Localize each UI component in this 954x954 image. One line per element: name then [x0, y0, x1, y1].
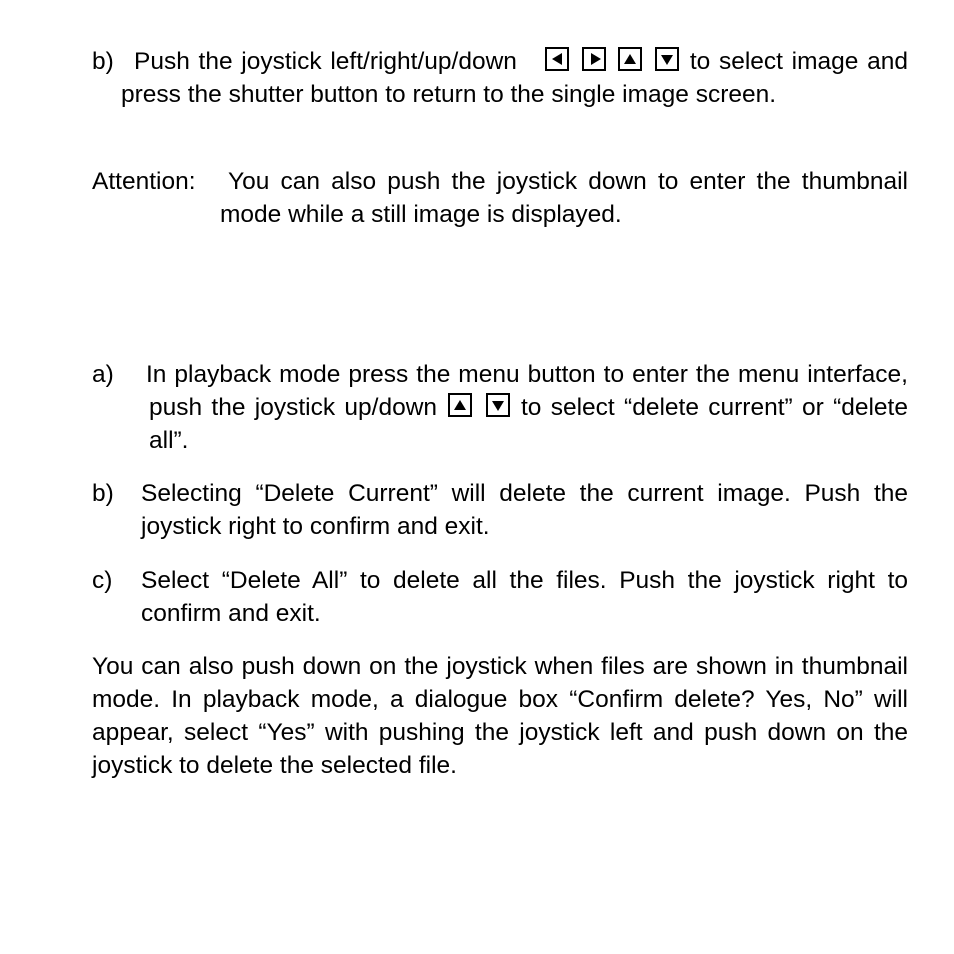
- step-marker: b): [92, 48, 114, 75]
- step-b-text-before: Push the joystick left/right/up/down: [134, 48, 517, 75]
- attention-text: You can also push the joystick down to enter the thumbnail mode while a still image is displayed.: [220, 168, 908, 228]
- arrow-up-icon: [448, 393, 472, 417]
- step-c-delete-all: [92, 564, 908, 630]
- arrow-right-icon: [582, 47, 606, 71]
- arrow-down-icon: [655, 47, 679, 71]
- attention-label: Attention:: [92, 168, 196, 195]
- thumbnail-delete-note: You can also push down on the joystick when files are shown in thumbnail mode. In playback mode, a dialogue box “Confirm delete? Yes, No” will appear, select “Yes” with pushing the joystick left and push down on the joystick to delete the selected file.: [92, 653, 908, 779]
- step-b-text-after: to select image and press the shutter button to return to the single image screen.: [121, 48, 908, 108]
- step-a-text-after: to select “delete current” or “delete all”.: [149, 394, 908, 454]
- arrow-left-icon: [545, 47, 569, 71]
- step-c-delete-all-text: Select “Delete All” to delete all the files. Push the joystick right to confirm and exit.: [141, 567, 908, 627]
- step-marker: b): [92, 480, 114, 507]
- attention-note: [92, 165, 908, 231]
- arrow-up-icon: [618, 47, 642, 71]
- step-b-delete-current: [92, 477, 908, 543]
- step-b-select-image: [92, 45, 908, 111]
- step-a-delete-menu: [92, 358, 908, 457]
- step-b-body: [121, 45, 908, 111]
- step-marker: a): [92, 361, 114, 388]
- arrow-down-icon: [486, 393, 510, 417]
- step-a-text-before: In playback mode press the menu button to enter the menu interface, push the joystick up/down: [146, 361, 908, 421]
- step-marker: c): [92, 567, 113, 594]
- step-a-body: [146, 358, 908, 457]
- step-b-delete-current-text: Selecting “Delete Current” will delete the current image. Push the joystick right to confirm and exit.: [141, 480, 908, 540]
